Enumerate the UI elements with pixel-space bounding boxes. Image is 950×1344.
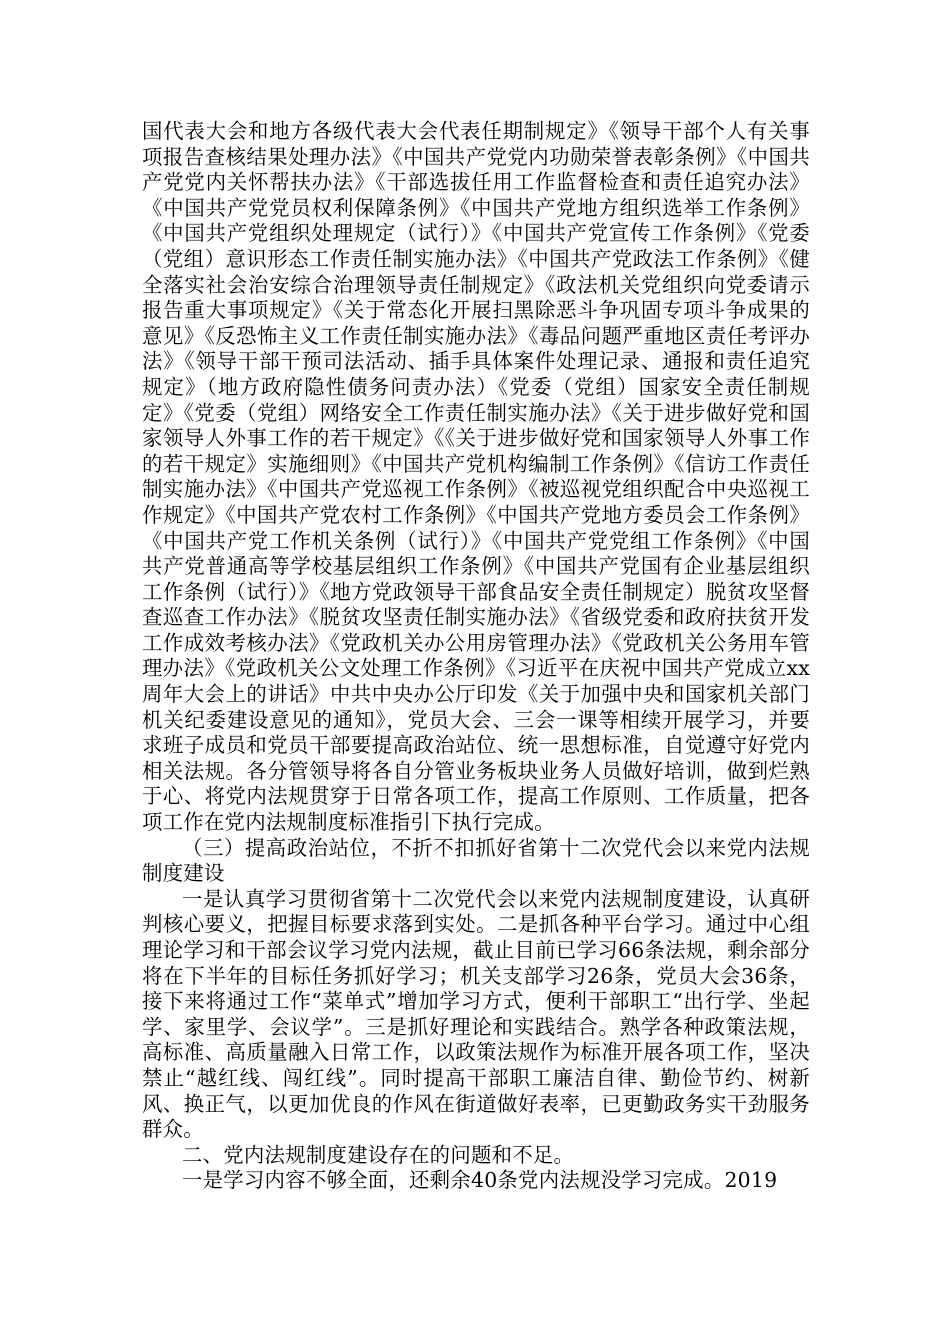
- paragraph-problem-one: 一是学习内容不够全面，还剩余40条党内法规没学习完成。2019: [182, 1168, 778, 1193]
- section-heading-political-stance: （三）提高政治站位，不折不扣抓好省第十二次党代会以来党内法规制度建设: [142, 835, 810, 886]
- section-heading-problems: 二、党内法规制度建设存在的问题和不足。: [182, 1142, 575, 1167]
- document-body: [142, 119, 810, 1194]
- paragraph-regulations-list: 国代表大会和地方各级代表大会代表任期制规定》《领导干部个人有关事项报告查核结果处理办法》《中国共产党党内功勋荣誉表彰条例》《中国共产党党内关怀帮扶办法》《干部选拔任用工作监督检查和责任追究办法》《中国共产党党员权利保障条例》《中国共产党地方组织选举工作条例》《中国共产党组织处理规定（试行）》《中国共产党宣传工作条例》《党委（党组）意识形态工作责任制实施办法》《中国共产党政法工作条例》《健全落实社会治安综合治理领导责任制规定》《政法机关党组织向党委请示报告重大事项规定》《关于常态化开展扫黑除恶斗争巩固专项斗争成果的意见》《反恐怖主义工作责任制实施办法》《毒品问题严重地区责任考评办法》《领导干部干预司法活动、插手具体案件处理记录、通报和责任追究规定》（地方政府隐性债务问责办法）《党委（党组）国家安全责任制规定》《党委（党组）网络安全工作责任制实施办法》《关于进步做好党和国家领导人外事工作的若干规定》《《关于进步做好党和国家领导人外事工作的若干规定》实施细则》《中国共产党机构编制工作条例》《信访工作责任制实施办法》《中国共产党巡视工作条例》《被巡视党组织配合中央巡视工作规定》《中国共产党农村工作条例》《中国共产党地方委员会工作条例》《中国共产党工作机关条例（试行）》《中国共产党党组工作条例》《中国共产党普通高等学校基层组织工作条例》《中国共产党国有企业基层组织工作条例（试行）》《地方党政领导干部食品安全责任制规定）脱贫攻坚督查巡查工作办法》《脱贫攻坚责任制实施办法》《省级党委和政府扶贫开发工作成效考核办法》《党政机关办公用房管理办法》《党政机关公务用车管理办法》《党政机关公文处理工作条例》《习近平在庆祝中国共产党成立xx周年大会上的讲话》中共中央办公厅印发《关于加强中央和国家机关部门机关纪委建设意见的通知》，党员大会、三会一课等相续开展学习，并要求班子成员和党员干部要提高政治站位、统一思想标准，自觉遵守好党内相关法规。各分管领导将各自分管业务板块业务人员做好培训，做到烂熟于心、将党内法规贯穿于日常各项工作，提高工作原则、工作质量，把各项工作在党内法规制度标准指引下执行完成。: [142, 119, 810, 835]
- paragraph-study-implementation: 一是认真学习贯彻省第十二次党代会以来党内法规制度建设，认真研判核心要义，把握目标要求落到实处。二是抓各种平台学习。通过中心组理论学习和干部会议学习党内法规，截止目前已学习66条法规，剩余部分将在下半年的目标任务抓好学习；机关支部学习26条，党员大会36条，接下来将通过工作“菜单式”增加学习方式，便利干部职工“出行学、坐起学、家里学、会议学”。三是抓好理论和实践结合。熟学各种政策法规，高标准、高质量融入日常工作，以政策法规作为标准开展各项工作，坚决禁止“越红线、闯红线”。同时提高干部职工廉洁自律、勤俭节约、树新风、换正气，以更加优良的作风在街道做好表率，已更勤政务实干劲服务群众。: [142, 886, 810, 1142]
